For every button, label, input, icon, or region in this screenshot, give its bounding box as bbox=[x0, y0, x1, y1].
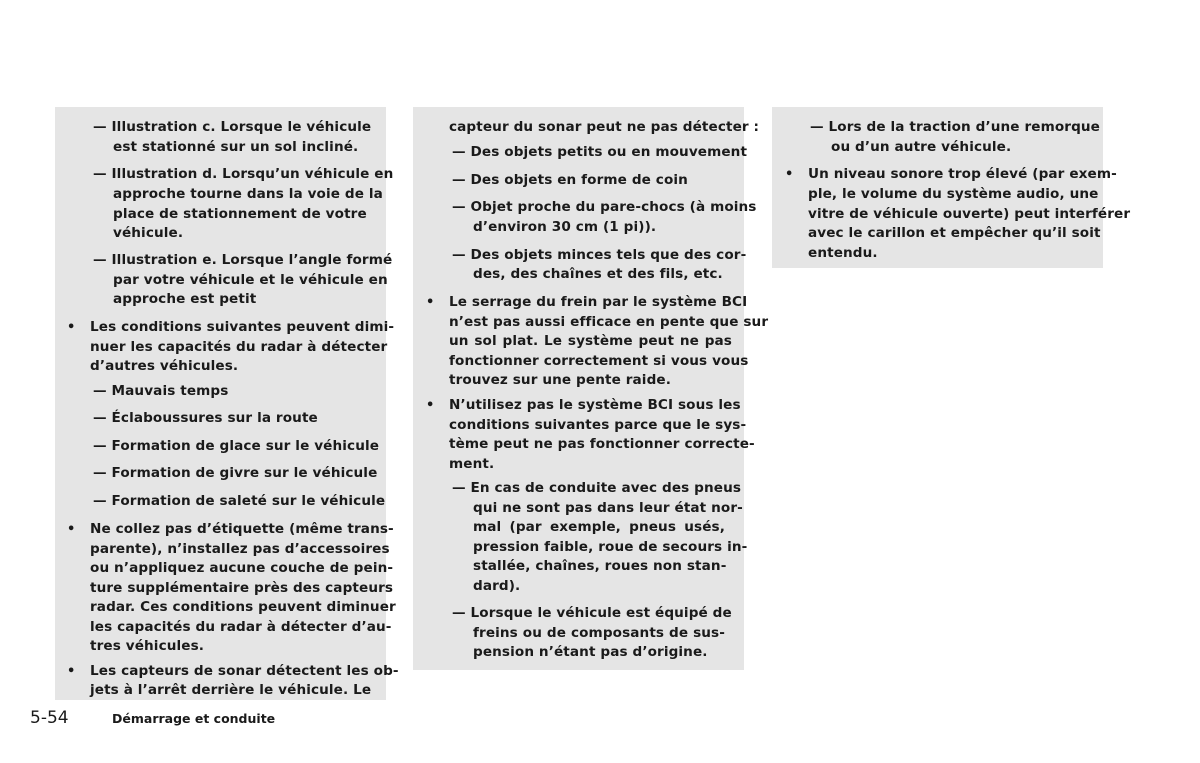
bullet-icon: • bbox=[785, 167, 794, 182]
col1-text-line: véhicule. bbox=[113, 225, 184, 241]
col1-text-line: approche tourne dans la voie de la bbox=[113, 186, 383, 202]
col2-text-line: trouvez sur une pente raide. bbox=[449, 372, 671, 388]
col1-text-line: — Formation de glace sur le véhicule bbox=[93, 438, 380, 454]
col3-text-line: avec le carillon et empêcher qu’il soit bbox=[808, 225, 1101, 241]
col1-text-line: — Formation de givre sur le véhicule bbox=[93, 465, 378, 481]
section-title: Démarrage et conduite bbox=[112, 711, 276, 726]
col3-text-line: entendu. bbox=[808, 245, 878, 261]
col1-text-line: — Formation de saleté sur le véhicule bbox=[93, 493, 386, 509]
col1-text-line: approche est petit bbox=[113, 291, 257, 307]
col1-text-line: — Illustration c. Lorsque le véhicule bbox=[93, 119, 372, 135]
col2-text-line: qui ne sont pas dans leur état nor- bbox=[473, 500, 743, 516]
bullet-icon: • bbox=[67, 522, 76, 537]
col1-text-line: radar. Ces conditions peuvent diminuer bbox=[90, 599, 396, 615]
col2-text-line: pression faible, roue de secours in- bbox=[473, 539, 748, 555]
col1-text-line: — Mauvais temps bbox=[93, 383, 229, 399]
col2-text-line: d’environ 30 cm (1 pi)). bbox=[473, 219, 657, 235]
col1-text-line: — Éclaboussures sur la route bbox=[93, 410, 318, 426]
col1-text-line: Ne collez pas d’étiquette (même trans- bbox=[90, 521, 394, 537]
col2-text-line: N’utilisez pas le système BCI sous les bbox=[449, 397, 741, 413]
col1-text-line: les capacités du radar à détecter d’au- bbox=[90, 619, 392, 635]
col2-text-line: dard). bbox=[473, 578, 521, 594]
col3-text-line: Un niveau sonore trop élevé (par exem- bbox=[808, 166, 1117, 182]
col2-text-line: un sol plat. Le système peut ne pas bbox=[449, 333, 732, 349]
bullet-icon: • bbox=[426, 398, 435, 413]
col2-text-line: mal (par exemple, pneus usés, bbox=[473, 519, 725, 535]
col1-text-line: ture supplémentaire près des capteurs bbox=[90, 580, 394, 596]
col3-text-line: ple, le volume du système audio, une bbox=[808, 186, 1099, 202]
col2-text-line: — Des objets minces tels que des cor- bbox=[452, 247, 747, 263]
col1-text-line: — Illustration d. Lorsqu’un véhicule en bbox=[93, 166, 394, 182]
bullet-icon: • bbox=[67, 664, 76, 679]
col2-text-line: — Des objets en forme de coin bbox=[452, 172, 688, 188]
col1-text-line: nuer les capacités du radar à détecter bbox=[90, 339, 388, 355]
col2-text-line: n’est pas aussi efficace en pente que sur bbox=[449, 314, 769, 330]
col2-text-line: — Objet proche du pare-chocs (à moins bbox=[452, 199, 757, 215]
col1-text-line: place de stationnement de votre bbox=[113, 206, 367, 222]
col2-text-line: pension n’étant pas d’origine. bbox=[473, 644, 708, 660]
col3-text-line: vitre de véhicule ouverte) peut interférer bbox=[808, 206, 1131, 222]
bullet-icon: • bbox=[67, 320, 76, 335]
col2-text-line: des, des chaînes et des fils, etc. bbox=[473, 266, 723, 282]
col2-text-line: conditions suivantes parce que le sys- bbox=[449, 417, 747, 433]
col2-text-line: — Lorsque le véhicule est équipé de bbox=[452, 605, 732, 621]
col1-text-line: parente), n’installez pas d’accessoires bbox=[90, 541, 390, 557]
col1-text-line: par votre véhicule et le véhicule en bbox=[113, 272, 388, 288]
col3-text-line: ou d’un autre véhicule. bbox=[831, 139, 1012, 155]
col1-text-line: tres véhicules. bbox=[90, 638, 205, 654]
col1-text-line: ou n’appliquez aucune couche de pein- bbox=[90, 560, 394, 576]
col1-text-line: — Illustration e. Lorsque l’angle formé bbox=[93, 252, 393, 268]
col2-text-line: tème peut ne pas fonctionner correcte- bbox=[449, 436, 755, 452]
col2-text-line: fonctionner correctement si vous vous bbox=[449, 353, 749, 369]
col1-text-line: Les conditions suivantes peuvent dimi- bbox=[90, 319, 395, 335]
col1-text-line: d’autres véhicules. bbox=[90, 358, 239, 374]
page-number: 5-54 bbox=[30, 708, 69, 728]
col2-text-line: — Des objets petits ou en mouvement bbox=[452, 144, 748, 160]
col2-text-line: stallée, chaînes, roues non stan- bbox=[473, 558, 727, 574]
col1-text-line: Les capteurs de sonar détectent les ob- bbox=[90, 663, 399, 679]
col2-text-line: Le serrage du frein par le système BCI bbox=[449, 294, 748, 310]
bullet-icon: • bbox=[426, 295, 435, 310]
col2-text-line: ment. bbox=[449, 456, 495, 472]
col3-text-line: — Lors de la traction d’une remorque bbox=[810, 119, 1101, 135]
col2-text-line: capteur du sonar peut ne pas détecter : bbox=[449, 119, 760, 135]
col1-text-line: jets à l’arrêt derrière le véhicule. Le bbox=[90, 682, 372, 698]
col2-text-line: freins ou de composants de sus- bbox=[473, 625, 725, 641]
col1-text-line: est stationné sur un sol incliné. bbox=[113, 139, 359, 155]
col2-text-line: — En cas de conduite avec des pneus bbox=[452, 480, 742, 496]
